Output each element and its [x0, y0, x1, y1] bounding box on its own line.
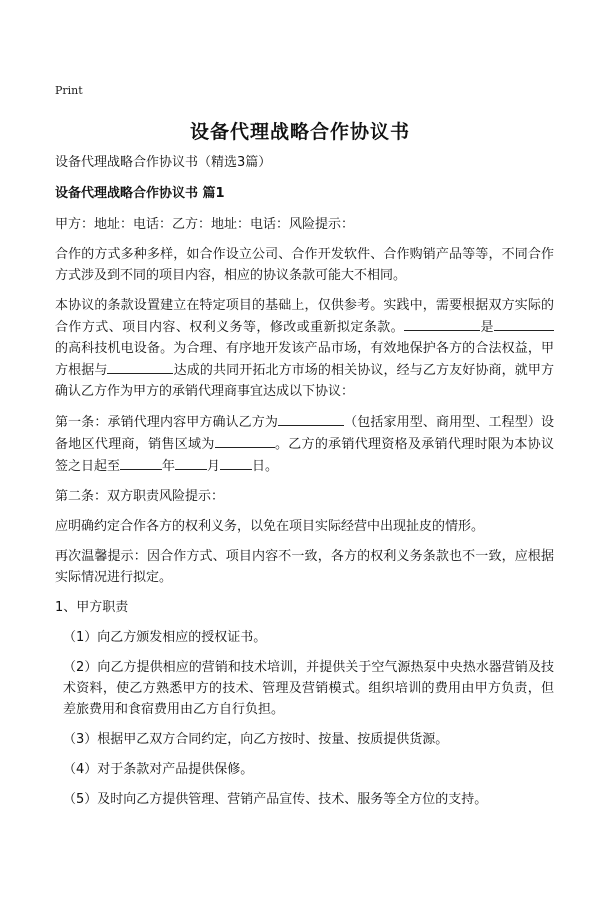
- blank-line: [175, 455, 207, 470]
- list-item: （5）及时向乙方提供管理、营销产品宣传、技术、服务等全方位的支持。: [63, 792, 488, 807]
- blank-line: [278, 411, 344, 426]
- blank-line: [215, 433, 275, 448]
- section-heading: 设备代理战略合作协议书 篇1: [55, 186, 225, 201]
- text-segment: 。乙方的承销代理资格及承销代理时限为本协议签之日起至: [55, 437, 554, 474]
- list-item: （4）对于条款对产品提供保修。: [63, 762, 254, 777]
- blank-line: [120, 455, 162, 470]
- text-segment: 年: [162, 459, 176, 474]
- document-body: [55, 152, 554, 819]
- list-item: （3）根据甲乙双方合同约定，向乙方按时、按量、按质提供货源。: [63, 732, 449, 747]
- blank-line: [404, 316, 480, 331]
- paragraph-party-a-duties: 1、甲方职责: [55, 600, 129, 615]
- text-segment: 的高科技机电设备。为合理、有序地开发该产品市场，有效地保护各方的合法权益，甲方根据与: [55, 341, 554, 378]
- blank-line: [107, 359, 173, 374]
- text-segment: 日。: [252, 459, 279, 474]
- list-item: （1）向乙方颁发相应的授权证书。: [63, 630, 267, 645]
- paragraph-cooperation-methods: 合作的方式多种多样，如合作设立公司、合作开发软件、合作购销产品等等，不同合作方式涉及到不同的项目内容，相应的协议条款可能大不相同。: [55, 247, 554, 283]
- list-item: （2）向乙方提供相应的营销和技术培训，并提供关于空气源热泵中央热水器营销及技术资料，使乙方熟悉甲方的技术、管理及营销模式。组织培训的费用由甲方负责，但差旅费用和食宿费用由乙方自行负担。: [63, 660, 554, 717]
- print-link[interactable]: Print: [55, 84, 83, 97]
- paragraph-rights-obligations: 应明确约定合作各方的权利义务，以免在项目实际经营中出现扯皮的情形。: [55, 519, 485, 534]
- text-segment: 本协议的条款设置建立在特定项目的基础上，仅供参考。实践中，需要根据双方实际的合作方式、项目内容、权利义务等，修改或重新拟定条款。: [55, 298, 554, 335]
- text-segment: 月: [207, 459, 221, 474]
- paragraph-article-1: [55, 411, 554, 477]
- text-segment: （包括家用型、商用型、工程型）设备地区代理商，销售区域为: [55, 415, 554, 452]
- text-segment: 是: [480, 320, 494, 335]
- blank-line: [494, 316, 554, 331]
- document-subtitle: 设备代理战略合作协议书（精选3篇）: [55, 155, 272, 170]
- paragraph-parties: 甲方：地址：电话：乙方：地址：电话：风险提示：: [55, 217, 355, 232]
- blank-line: [220, 455, 252, 470]
- text-segment: 第一条：承销代理内容甲方确认乙方为: [55, 415, 279, 430]
- paragraph-agreement-basis: [55, 295, 554, 402]
- paragraph-reminder: 再次温馨提示：因合作方式、项目内容不一致，各方的权利义务条款也不一致，应根据实际情况进行拟定。: [55, 549, 554, 585]
- page-title: 设备代理战略合作协议书: [189, 121, 410, 143]
- text-segment: 达成的共同开拓北方市场的相关协议，经与乙方友好协商，就甲方确认乙方作为甲方的承销代理商事宜达成以下协议：: [55, 363, 554, 399]
- paragraph-article-2: 第二条：双方职责风险提示：: [55, 489, 225, 504]
